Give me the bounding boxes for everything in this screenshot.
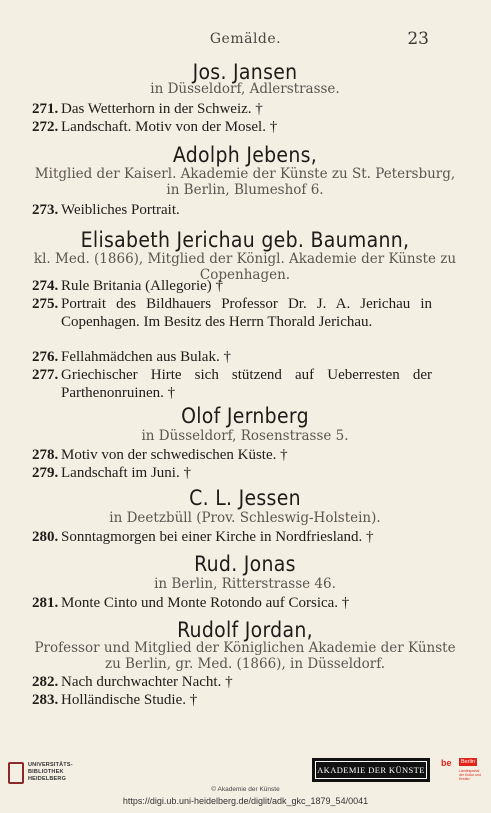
catalog-entry — [32, 118, 432, 136]
entry-number: 279. — [32, 465, 59, 481]
entry-number: 281. — [32, 595, 59, 611]
artist-address: in Düsseldorf, Rosenstrasse 5. — [141, 428, 349, 444]
catalog-entry — [32, 348, 432, 366]
entry-title: Sonntagmorgen bei einer Kirche in Nordfriesland. † — [61, 529, 374, 545]
page-header — [0, 31, 491, 51]
entry-number: 283. — [32, 692, 59, 708]
catalog-entry — [32, 100, 432, 118]
catalog-entry — [32, 446, 432, 464]
entry-number: 272. — [32, 119, 59, 135]
catalog-entry — [32, 528, 432, 546]
entry-title: Landschaft. Motiv von der Mosel. † — [61, 119, 278, 135]
catalog-entry — [32, 277, 432, 295]
entry-title: Griechischer Hirte sich stützend auf Ueberresten der Parthenonruinen. † — [61, 367, 432, 401]
artist-name: Jos. Jansen — [192, 60, 298, 84]
entry-number: 278. — [32, 447, 59, 463]
entry-number: 282. — [32, 674, 59, 690]
page-number: 23 — [407, 29, 429, 49]
logo-badge: Berlin — [461, 759, 476, 765]
akademie-logo[interactable] — [312, 758, 430, 782]
entry-title: Das Wetterhorn in der Schweiz. † — [61, 101, 263, 117]
digitization-footer — [0, 752, 491, 813]
artist-address: kl. Med. (1866), Mitglied der Königl. Akademie der Künste zu Copenhagen. — [33, 251, 457, 283]
artist-name: C. L. Jessen — [189, 486, 301, 510]
artist-name: Olof Jernberg — [181, 404, 309, 428]
artist-address: in Düsseldorf, Adlerstrasse. — [150, 81, 340, 97]
artist-name: Adolph Jebens, — [172, 143, 318, 167]
logo-line: UNIVERSITÄTS- — [28, 762, 73, 768]
running-title: Gemälde. — [209, 31, 282, 47]
entry-title: Fellahmädchen aus Bulak. † — [61, 349, 231, 365]
artist-name: Rud. Jonas — [194, 552, 296, 576]
catalog-entry — [32, 691, 432, 709]
permalink-url[interactable]: https://digi.ub.uni-heidelberg.de/diglit/adk_gkc_1879_54/0041 — [122, 796, 369, 806]
entry-number: 280. — [32, 529, 59, 545]
entry-number: 271. — [32, 101, 59, 117]
entry-title: Nach durchwachter Nacht. † — [61, 674, 233, 690]
berlin-portal-logo[interactable] — [441, 758, 486, 788]
artist-address: in Berlin, Ritterstrasse 46. — [154, 576, 336, 592]
logo-line: BIBLIOTHEK — [28, 769, 64, 775]
artist-address: Professor und Mitglied der Königlichen Akademie der Künste zu Berlin, gr. Med. (1866), in Düsseldorf. — [34, 640, 456, 672]
entry-title: Landschaft im Juni. † — [61, 465, 191, 481]
catalog-entry — [32, 464, 432, 482]
entry-title: Holländische Studie. † — [61, 692, 198, 708]
entry-title: Portrait des Bildhauers Professor Dr. J. A. Jerichau in Copenhagen. Im Besitz des Herrn Thorald Jerichau. — [61, 296, 432, 330]
akademie-logo-text: AKADEMIE DER KÜNSTE — [315, 761, 427, 779]
entry-number: 273. — [32, 202, 59, 218]
entry-number: 276. — [32, 349, 59, 365]
entry-number: 275. — [32, 296, 59, 312]
entry-number: 274. — [32, 278, 59, 294]
artist-address: in Deetzbüll (Prov. Schleswig-Holstein). — [109, 510, 381, 526]
entry-title: Motiv von der schwedischen Küste. † — [61, 447, 288, 463]
catalog-entry — [32, 594, 432, 612]
catalog-entry — [32, 366, 432, 401]
entry-title: Weibliches Portrait. — [61, 202, 180, 218]
entry-title: Rule Britania (Allegorie) † — [61, 278, 224, 294]
catalog-entry — [32, 673, 432, 691]
artist-address: Mitglied der Kaiserl. Akademie der Künste zu St. Petersburg, in Berlin, Blumeshof 6. — [34, 166, 456, 198]
university-library-logo[interactable] — [8, 760, 78, 786]
artist-name: Rudolf Jordan, — [177, 618, 313, 642]
artist-name: Elisabeth Jerichau geb. Baumann, — [80, 228, 410, 252]
copyright-notice: © Akademie der Künste — [211, 786, 280, 793]
library-crest-icon — [8, 762, 24, 784]
entry-number: 277. — [32, 367, 59, 383]
logo-be: be — [441, 758, 452, 768]
catalog-entry — [32, 201, 432, 219]
catalog-entry — [32, 295, 432, 330]
logo-subtitle: Landesportal der Kultur und Kreativ — [459, 769, 481, 781]
entry-title: Monte Cinto und Monte Rotondo auf Corsica. † — [61, 595, 350, 611]
logo-line: HEIDELBERG — [28, 776, 67, 782]
